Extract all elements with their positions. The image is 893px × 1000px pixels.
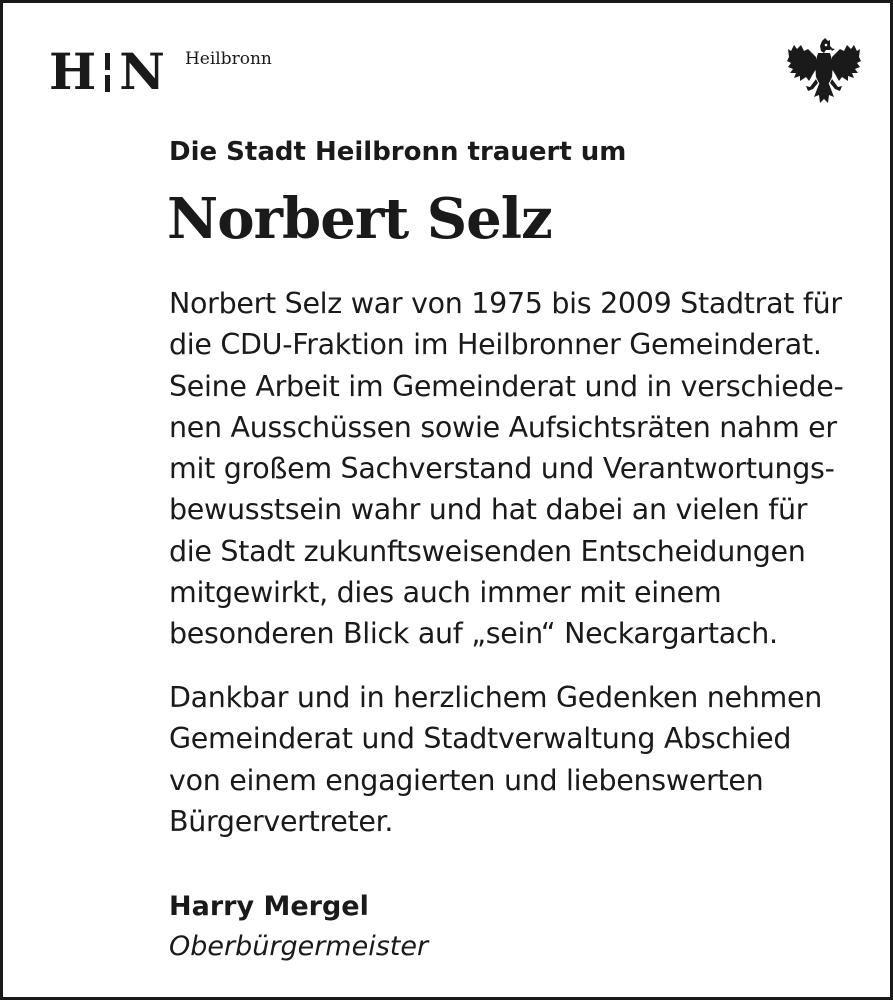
farewell-paragraph: [169, 677, 822, 842]
signatory-name: Harry Mergel: [169, 891, 369, 922]
eagle-icon: [786, 37, 862, 111]
signatory-title: Oberbürgermeister: [169, 931, 429, 962]
logo-letter-n: N: [119, 42, 165, 101]
text-line: mit großem Sachverstand und Verantwortungs-: [169, 452, 835, 486]
text-line: Dankbar und in herzlichem Gedenken nehmen: [169, 681, 822, 714]
text-line: bewusstsein wahr und hat dabei an vielen für: [169, 493, 808, 527]
logo-city-name: Heilbronn: [184, 49, 272, 69]
logo-letter-h: H: [49, 42, 97, 101]
heilbronn-logo: [49, 42, 272, 101]
text-line: Norbert Selz war von 1975 bis 2009 Stadtrat für: [169, 287, 842, 320]
logo-divider: [105, 51, 110, 93]
text-line: mitgewirkt, dies auch immer mit einem: [169, 576, 722, 610]
text-line: besonderen Blick auf „sein“ Neckargartach.: [169, 617, 778, 651]
text-line: die Stadt zukunftsweisenden Entscheidungen: [169, 534, 806, 568]
text-line: Seine Arbeit im Gemeinderat und in verschiede-: [169, 369, 844, 403]
tribute-paragraph: [169, 283, 843, 655]
text-line: Bürgervertreter.: [169, 804, 394, 838]
logo-mark: [49, 42, 165, 101]
text-line: die CDU-Fraktion im Heilbronner Gemeinderat.: [169, 328, 822, 362]
text-line: nen Ausschüssen sowie Aufsichtsräten nahm er: [169, 410, 837, 444]
text-line: von einem engagierten und liebenswerten: [169, 763, 764, 797]
intro-line: Die Stadt Heilbronn trauert um: [169, 137, 627, 167]
deceased-name: Norbert Selz: [167, 186, 552, 252]
text-line: Gemeinderat und Stadtverwaltung Abschied: [169, 722, 792, 756]
